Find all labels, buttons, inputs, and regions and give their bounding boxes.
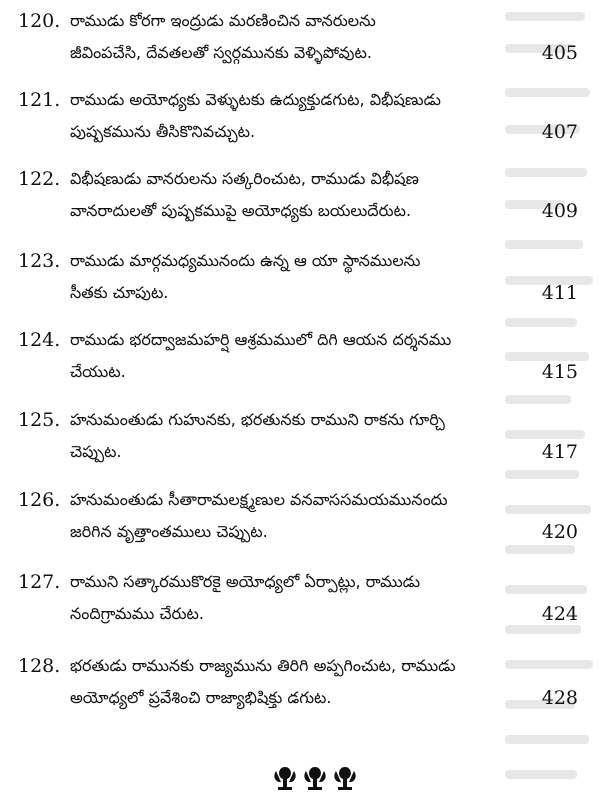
entry-title-line2: సీతకు చూపుట. — [70, 283, 169, 302]
entry-page-number: 411 — [541, 282, 578, 304]
entry-title-line1: రాముడు కోరగా ఇంద్రుడు మరణించిన వానరులను — [70, 11, 376, 30]
entry-number: 121. — [18, 89, 61, 111]
entry-title-line1: రాముడు భరద్వాజమహర్షి ఆశ్రమములో దిగి ఆయన దర్శనము — [70, 330, 452, 349]
entry-title-line2: చెప్పుట. — [70, 442, 122, 461]
entry-title-line1: రాముని సత్కారముకొరకై అయోధ్యలో ఏర్పాట్లు, రాముడు — [70, 572, 420, 591]
entry-number: 120. — [18, 10, 61, 32]
floral-ornament-icon — [270, 763, 360, 793]
entry-number: 125. — [18, 409, 61, 431]
entry-number: 128. — [18, 655, 61, 677]
entry-title-line2: చేయుట. — [70, 362, 126, 381]
entry-page-number: 417 — [541, 441, 578, 463]
entry-page-number: 420 — [541, 521, 578, 543]
entry-title-line2: పుష్పకమును తీసికొనివచ్చుట. — [70, 122, 256, 141]
entry-title-line1: హనుమంతుడు సీతారామలక్ష్మణుల వనవాససమయమునందు — [70, 490, 448, 509]
entry-title-line2: వానరాదులతో పుష్పకముపై అయోధ్యకు బయలుదేరుట. — [70, 201, 412, 220]
entry-title-line2: జరిగిన వృత్తాంతములు చెప్పుట. — [70, 522, 268, 541]
contents-entry-124 — [0, 325, 600, 395]
entry-number: 126. — [18, 489, 61, 511]
entry-title-line1: రాముడు అయోధ్యకు వెళ్ళుటకు ఉద్యుక్తుడగుట, విభీషణుడు — [70, 90, 441, 109]
entry-title-line1: రాముడు మార్గమధ్యమునందు ఉన్న ఆ యా స్థానములను — [70, 251, 421, 270]
contents-entry-126 — [0, 485, 600, 555]
contents-entry-122 — [0, 164, 600, 234]
contents-entry-120 — [0, 6, 600, 76]
entry-number: 122. — [18, 168, 61, 190]
entry-number: 124. — [18, 329, 61, 351]
entry-title-line2: నందిగ్రామము చేరుట. — [70, 604, 204, 623]
entry-title-line1: హనుమంతుడు గుహునకు, భరతునకు రాముని రాకను గూర్చి — [70, 410, 445, 429]
entry-page-number: 415 — [541, 361, 578, 383]
contents-entry-127 — [0, 567, 600, 637]
entry-page-number: 405 — [541, 42, 578, 64]
entry-number: 127. — [18, 571, 61, 593]
entry-page-number: 428 — [541, 687, 578, 709]
entry-title-line1: భరతుడు రామునకు రాజ్యమును తిరిగి అప్పగించుట, రాముడు — [70, 656, 456, 675]
contents-entry-123 — [0, 246, 600, 316]
contents-entry-125 — [0, 405, 600, 475]
entry-number: 123. — [18, 250, 61, 272]
entry-page-number: 409 — [541, 200, 578, 222]
entry-page-number: 424 — [541, 603, 578, 625]
entry-title-line2: జీవింపచేసి, దేవతలతో స్వర్గమునకు వెళ్ళిపోవుట. — [70, 43, 372, 62]
contents-entry-121 — [0, 85, 600, 155]
entry-page-number: 407 — [541, 121, 578, 143]
entry-title-line1: విభీషణుడు వానరులను సత్కరించుట, రాముడు విభీషణ — [70, 169, 419, 188]
contents-entry-128 — [0, 651, 600, 721]
entry-title-line2: అయోధ్యలో ప్రవేశించి రాజ్యాభిషిక్తు డగుట. — [70, 688, 332, 707]
